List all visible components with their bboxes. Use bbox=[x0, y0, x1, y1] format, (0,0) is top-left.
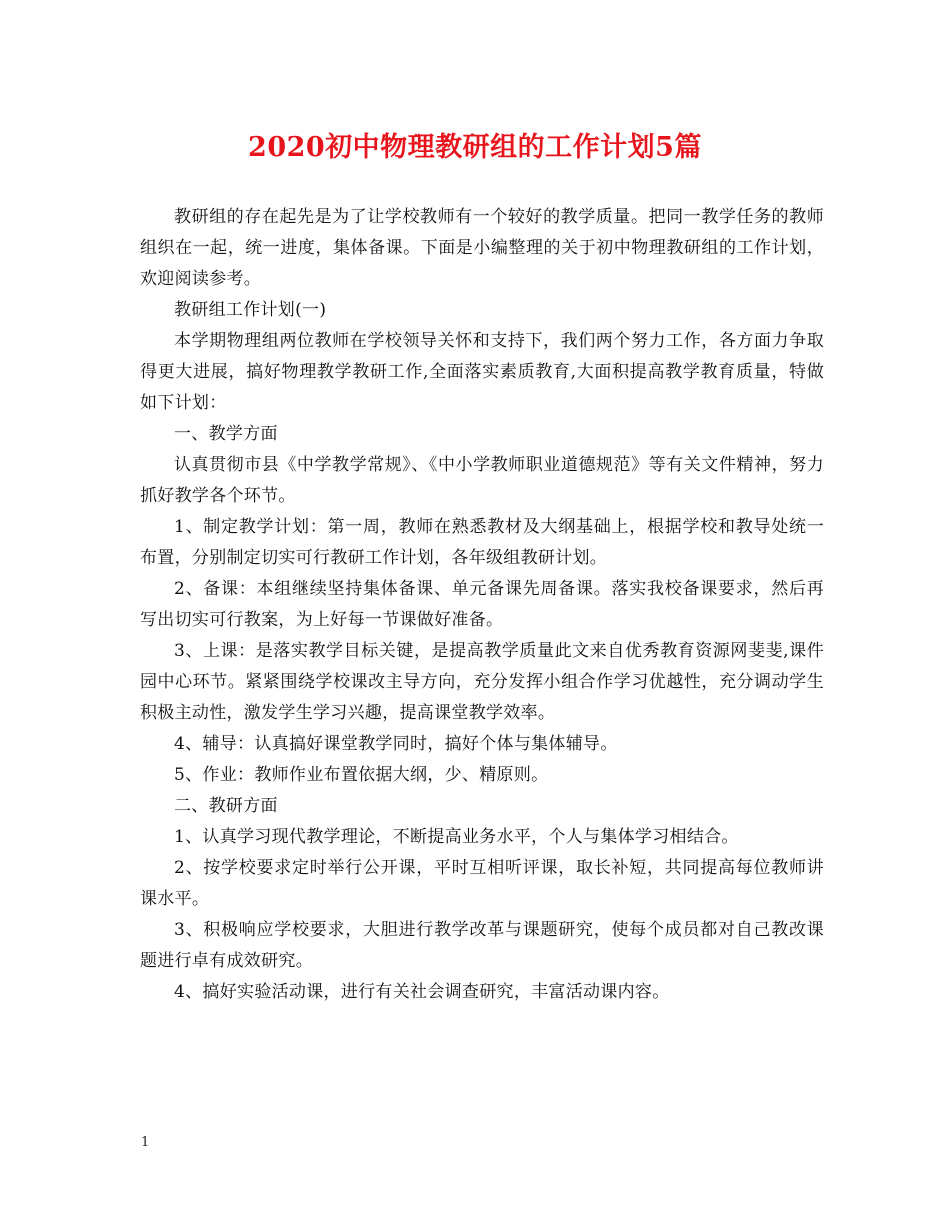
list-item-research-3: 3、积极响应学校要求，大胆进行教学改革与课题研究，使每个成员都对自己教改课题进行卓有成效研究。 bbox=[140, 920, 824, 971]
paragraph-plan-overview: 本学期物理组两位教师在学校领导关怀和支持下，我们两个努力工作，各方面力争取得更大进展，搞好物理教学教研工作,全面落实素质教育,大面积提高教学教育质量，特做如下计划： bbox=[140, 331, 824, 413]
list-item-research-4: 4、搞好实验活动课，进行有关社会调查研究，丰富活动课内容。 bbox=[174, 982, 670, 1002]
document-title: 2020初中物理教研组的工作计划5篇 bbox=[248, 132, 702, 163]
section-heading-plan-1: 教研组工作计划(一) bbox=[174, 300, 327, 320]
list-item-teaching-5: 5、作业：教师作业布置依据大纲，少、精原则。 bbox=[174, 765, 549, 785]
list-item-research-2: 2、按学校要求定时举行公开课，平时互相听评课，取长补短，共同提高每位教师讲课水平。 bbox=[140, 858, 824, 909]
section-heading-research: 二、教研方面 bbox=[174, 796, 278, 816]
document-body bbox=[140, 202, 824, 1008]
list-item-research-1: 1、认真学习现代教学理论，不断提高业务水平，个人与集体学习相结合。 bbox=[174, 827, 739, 847]
section-heading-teaching: 一、教学方面 bbox=[174, 424, 278, 444]
list-item-teaching-3: 3、上课：是落实教学目标关键，是提高教学质量此文来自优秀教育资源网斐斐,课件园中心环节。紧紧围绕学校课改主导方向，充分发挥小组合作学习优越性，充分调动学生积极主动性，激发学生学习兴趣，提高课堂教学效率。 bbox=[140, 641, 824, 723]
page-number: 1 bbox=[141, 1135, 150, 1150]
list-item-teaching-1: 1、制定教学计划：第一周，教师在熟悉教材及大纲基础上，根据学校和教导处统一布置，分别制定切实可行教研工作计划，各年级组教研计划。 bbox=[140, 517, 824, 568]
paragraph-teaching-intro: 认真贯彻市县《中学教学常规》、《中小学教师职业道德规范》等有关文件精神，努力抓好教学各个环节。 bbox=[140, 455, 824, 506]
paragraph-intro: 教研组的存在起先是为了让学校教师有一个较好的教学质量。把同一教学任务的教师组织在一起，统一进度，集体备课。下面是小编整理的关于初中物理教研组的工作计划，欢迎阅读参考。 bbox=[140, 207, 824, 289]
list-item-teaching-4: 4、辅导：认真搞好课堂教学同时，搞好个体与集体辅导。 bbox=[174, 734, 618, 754]
list-item-teaching-2: 2、备课：本组继续坚持集体备课、单元备课先周备课。落实我校备课要求，然后再写出切实可行教案，为上好每一节课做好准备。 bbox=[140, 579, 824, 630]
